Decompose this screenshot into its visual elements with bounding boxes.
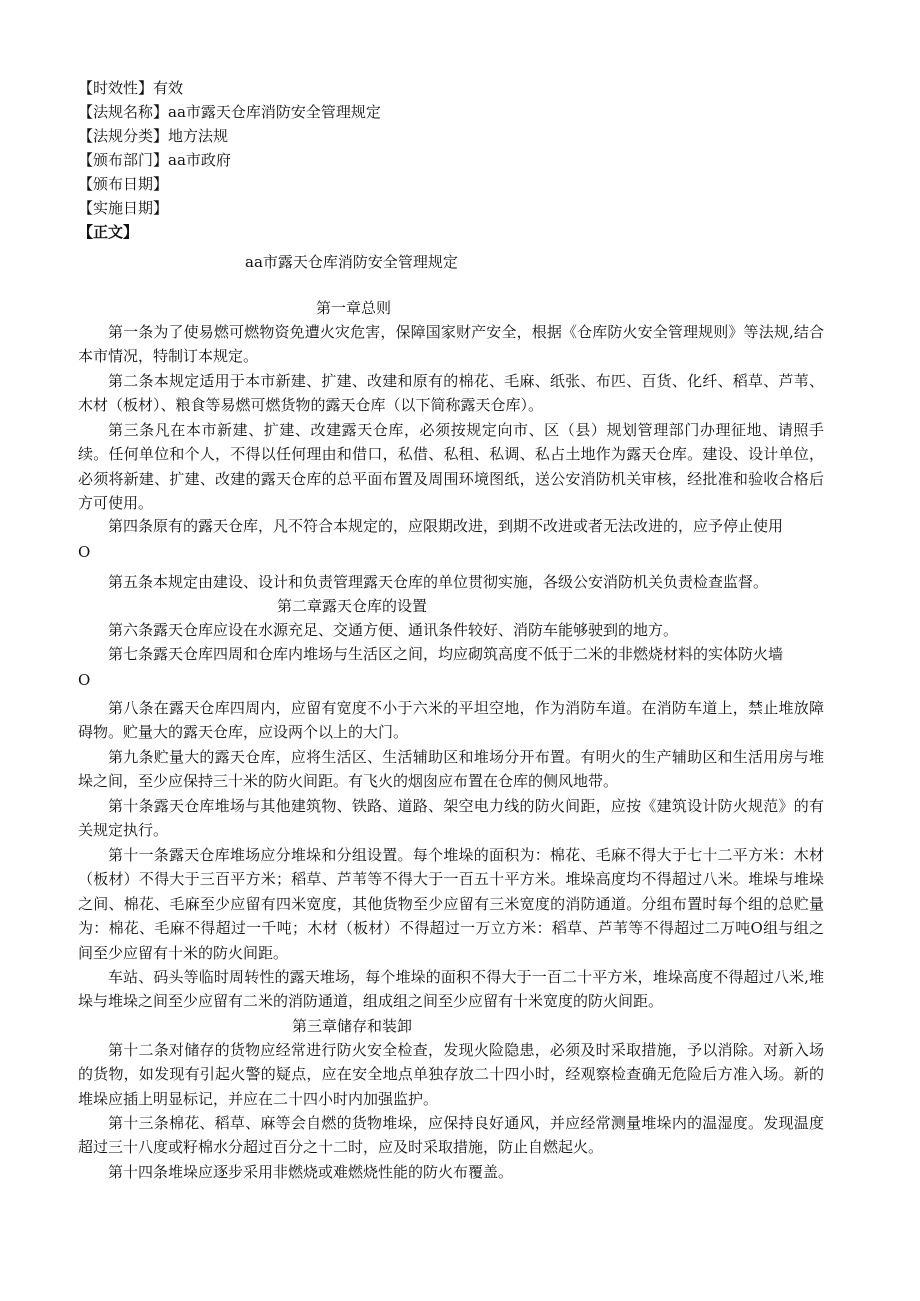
article-10: 第十条露天仓库堆场与其他建筑物、铁路、道路、架空电力线的防火间距，应按《建筑设计防火规范》的有关规定执行。: [78, 797, 824, 840]
article-2: 第二条本规定适用于本市新建、扩建、改建和原有的棉花、毛麻、纸张、布匹、百货、化纤、稻草、芦苇、木材（板材）、粮食等易燃可燃货物的露天仓库（以下简称露天仓库）。: [78, 372, 824, 415]
meta-dept: [78, 148, 231, 172]
article-7: 第七条露天仓库四周和仓库内堆场与生活区之间，均应砌筑高度不低于二米的非燃烧材料的实体防火墙: [108, 645, 784, 663]
article-4-end: O: [78, 543, 91, 561]
body-label: 【正文】: [78, 223, 139, 241]
dept-value: aa市政府: [168, 151, 231, 169]
document-title: aa市露天仓库消防安全管理规定: [245, 253, 458, 271]
meta-validity: [78, 76, 183, 100]
chapter-2-heading: 第二章露天仓库的设置: [277, 597, 428, 615]
validity-label: 【时效性】: [78, 79, 154, 97]
article-1: 第一条为了使易燃可燃物资免遭火灾危害，保障国家财产安全，根据《仓库防火安全管理规则》等法规,结合本市情况，特制订本规定。: [78, 323, 824, 366]
name-label: 【法规名称】: [78, 103, 169, 121]
chapter-1-heading: 第一章总则: [316, 299, 392, 317]
effective-date-label: 【实施日期】: [78, 199, 169, 217]
category-label: 【法规分类】: [78, 127, 169, 145]
article-3: 第三条凡在本市新建、扩建、改建露天仓库，必须按规定向市、区（县）规划管理部门办理征地、请照手续。任何单位和个人，不得以任何理由和借口，私借、私租、私调、私占土地作为露天仓库。建设、设计单位，必须将新建、扩建、改建的露天仓库的总平面布置及周围环境图纸，送公安消防机关审核，经批准和验收合格后方可使用。: [78, 421, 824, 513]
meta-body: [78, 220, 138, 244]
validity-value: 有效: [153, 79, 184, 97]
article-12: 第十二条对储存的货物应经常进行防火安全检查，发现火险隐患，必须及时采取措施，予以消除。对新入场的货物，如发现有引起火警的疑点，应在安全地点单独存放二十四小时，经观察检查确无危险后方准入场。新的堆垛应插上明显标记，并应在二十四小时内加强监护。: [78, 1041, 824, 1108]
article-9: 第九条贮量大的露天仓库，应将生活区、生活辅助区和堆场分开布置。有明火的生产辅助区和生活用房与堆垛之间，至少应保持三十米的防火间距。有飞火的烟囱应布置在仓库的侧风地带。: [78, 748, 824, 791]
issue-date-label: 【颁布日期】: [78, 175, 169, 193]
meta-name: [78, 100, 381, 124]
meta-issue-date: [78, 172, 168, 196]
article-7-end: O: [78, 671, 91, 689]
article-4: 第四条原有的露天仓库，凡不符合本规定的，应限期改进，到期不改进或者无法改进的，应予停止使用: [108, 517, 784, 535]
article-13: 第十三条棉花、稻草、麻等会自燃的货物堆垛，应保持良好通风，并应经常测量堆垛内的温湿度。发现温度超过三十八度或籽棉水分超过百分之十二时，应及时采取措施，防止自燃起火。: [78, 1114, 824, 1157]
chapter-3-heading: 第三章储存和装卸: [292, 1017, 413, 1035]
article-14: 第十四条堆垛应逐步采用非燃烧或难燃烧性能的防火布覆盖。: [108, 1163, 514, 1181]
article-6: 第六条露天仓库应设在水源充足、交通方便、通讯条件较好、消防车能够驶到的地方。: [108, 621, 679, 639]
article-11-continued: 车站、码头等临时周转性的露天堆场，每个堆垛的面积不得大于一百二十平方米，堆垛高度不得超过八米,堆垛与堆垛之间至少应留有二米的消防通道，组成组之间至少应留有十米宽度的防火间距。: [78, 968, 824, 1011]
article-11: 第十一条露天仓库堆场应分堆垛和分组设置。每个堆垛的面积为：棉花、毛麻不得大于七十二平方米：木材（板材）不得大于三百平方米；稻草、芦苇等不得大于一百五十平方米。堆垛高度均不得超过八米。堆垛与堆垛之间、棉花、毛麻至少应留有四米宽度，其他货物至少应留有三米宽度的消防通道。分组布置时每个组的总贮量为：棉花、毛麻不得超过一千吨；木材（板材）不得超过一万立方米：稻草、芦苇等不得超过二万吨O组与组之间至少应留有十米的防火间距。: [78, 846, 824, 962]
meta-effective-date: [78, 196, 168, 220]
dept-label: 【颁布部门】: [78, 151, 169, 169]
name-value: aa市露天仓库消防安全管理规定: [168, 103, 381, 121]
article-5: 第五条本规定由建设、设计和负责管理露天仓库的单位贯彻实施，各级公安消防机关负责检查监督。: [108, 573, 769, 591]
category-value: 地方法规: [168, 127, 229, 145]
article-8: 第八条在露天仓库四周内，应留有宽度不小于六米的平坦空地，作为消防车道。在消防车道上，禁止堆放障碍物。贮量大的露天仓库，应设两个以上的大门。: [78, 699, 824, 742]
meta-category: [78, 124, 228, 148]
